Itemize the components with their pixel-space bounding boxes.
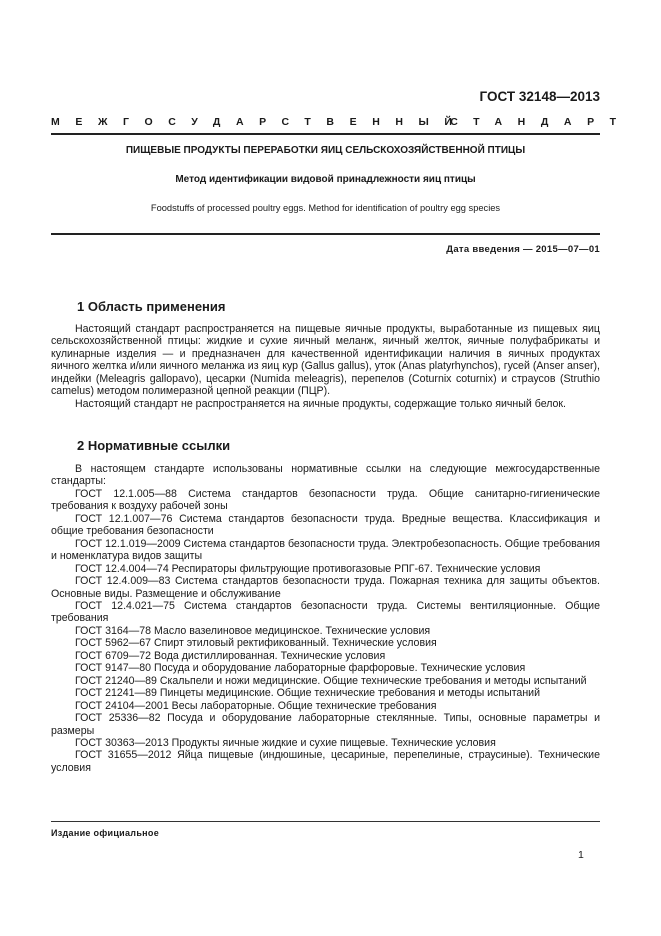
- title-rule: [51, 233, 600, 235]
- reference-item: ГОСТ 21240—89 Скальпели и ножи медицинские. Общие технические требования и методы испытаний: [75, 674, 587, 687]
- english-title: Foodstuffs of processed poultry eggs. Method for identification of poultry egg species: [150, 203, 501, 213]
- reference-item: ГОСТ 12.4.004—74 Респираторы фильтрующие противогазовые РПГ-67. Технические условия: [75, 562, 541, 575]
- reference-item: ГОСТ 3164—78 Масло вазелиновое медицинское. Технические условия: [75, 624, 431, 637]
- header-rule: [51, 133, 600, 135]
- reference-item: ГОСТ 24104—2001 Весы лабораторные. Общие технические требования: [75, 699, 437, 712]
- document-subtitle: Метод идентификации видовой принадлежности яиц птицы: [175, 174, 476, 185]
- reference-item: ГОСТ 12.1.007—76 Система стандартов безопасности труда. Вредные вещества. Классификация и общие требования безопасности: [51, 512, 600, 538]
- section-2-body: [51, 463, 600, 774]
- paragraph: Настоящий стандарт распространяется на пищевые яичные продукты, выработанные из пищевых яиц сельскохозяйственной птицы: жидкие и сухие яичный меланж, яичный желток, яичные полуфабрикаты и кулинарные изделия — и предназначен для качественной идентификации наличия в яичных продуктах яичного желтка и/или яичного меланжа из яиц кур (Gallus gallus), уток (Anas platyrhynchos), гусей (Anser anser), индейки (Meleagris gallopavo), цесарки (Numida meleagris), перепелов (Coturnix coturnix) и страусов (Struthio camelus) методом полимеразной цепной реакции (ПЦР).: [51, 323, 600, 398]
- section-1-body: [51, 323, 600, 410]
- reference-item: ГОСТ 25336—82 Посуда и оборудование лабораторные стеклянные. Типы, основные параметры и размеры: [51, 712, 600, 737]
- paragraph: Настоящий стандарт не распространяется на яичные продукты, содержащие только яичный белок.: [75, 397, 567, 410]
- section-2-heading: 2 Нормативные ссылки: [77, 438, 231, 453]
- reference-item: ГОСТ 6709—72 Вода дистиллированная. Технические условия: [75, 649, 386, 662]
- reference-item: ГОСТ 12.4.021—75 Система стандартов безопасности труда. Системы вентиляционные. Общие требования: [51, 599, 600, 625]
- edition-label: Издание официальное: [51, 828, 160, 838]
- standard-code: ГОСТ 32148—2013: [479, 89, 600, 104]
- reference-item: ГОСТ 12.1.005—88 Система стандартов безопасности труда. Общие санитарно-гигиенические требования к воздуху рабочей зоны: [51, 487, 600, 513]
- effective-date: Дата введения — 2015—07—01: [446, 244, 600, 255]
- document-title: ПИЩЕВЫЕ ПРОДУКТЫ ПЕРЕРАБОТКИ ЯИЦ СЕЛЬСКОХОЗЯЙСТВЕННОЙ ПТИЦЫ: [125, 145, 526, 156]
- paragraph: В настоящем стандарте использованы нормативные ссылки на следующие межгосударственные стандарты:: [51, 463, 600, 488]
- reference-item: ГОСТ 12.4.009—83 Система стандартов безопасности труда. Пожарная техника для защиты объектов. Основные виды. Размещение и обслуживание: [51, 575, 600, 600]
- reference-item: ГОСТ 30363—2013 Продукты яичные жидкие и сухие пищевые. Технические условия: [75, 736, 496, 749]
- category-word-2: СТАНДАРТ: [450, 116, 632, 128]
- page-number: 1: [578, 849, 584, 861]
- section-1-heading: 1 Область применения: [77, 299, 226, 314]
- category-word-1: МЕЖГОСУДАРСТВЕННЫЙ: [51, 116, 468, 128]
- reference-item: ГОСТ 21241—89 Пинцеты медицинские. Общие технические требования и методы испытаний: [75, 687, 541, 700]
- reference-item: ГОСТ 31655—2012 Яйца пищевые (индюшиные, цесариные, перепелиные, страусиные). Технические условия: [51, 749, 600, 774]
- footer-rule: [51, 821, 600, 822]
- reference-item: ГОСТ 5962—67 Спирт этиловый ректификованный. Технические условия: [75, 637, 437, 650]
- reference-item: ГОСТ 9147—80 Посуда и оборудование лабораторные фарфоровые. Технические условия: [75, 662, 526, 675]
- reference-item: ГОСТ 12.1.019—2009 Система стандартов безопасности труда. Электробезопасность. Общие требования и номенклатура видов защиты: [51, 537, 600, 563]
